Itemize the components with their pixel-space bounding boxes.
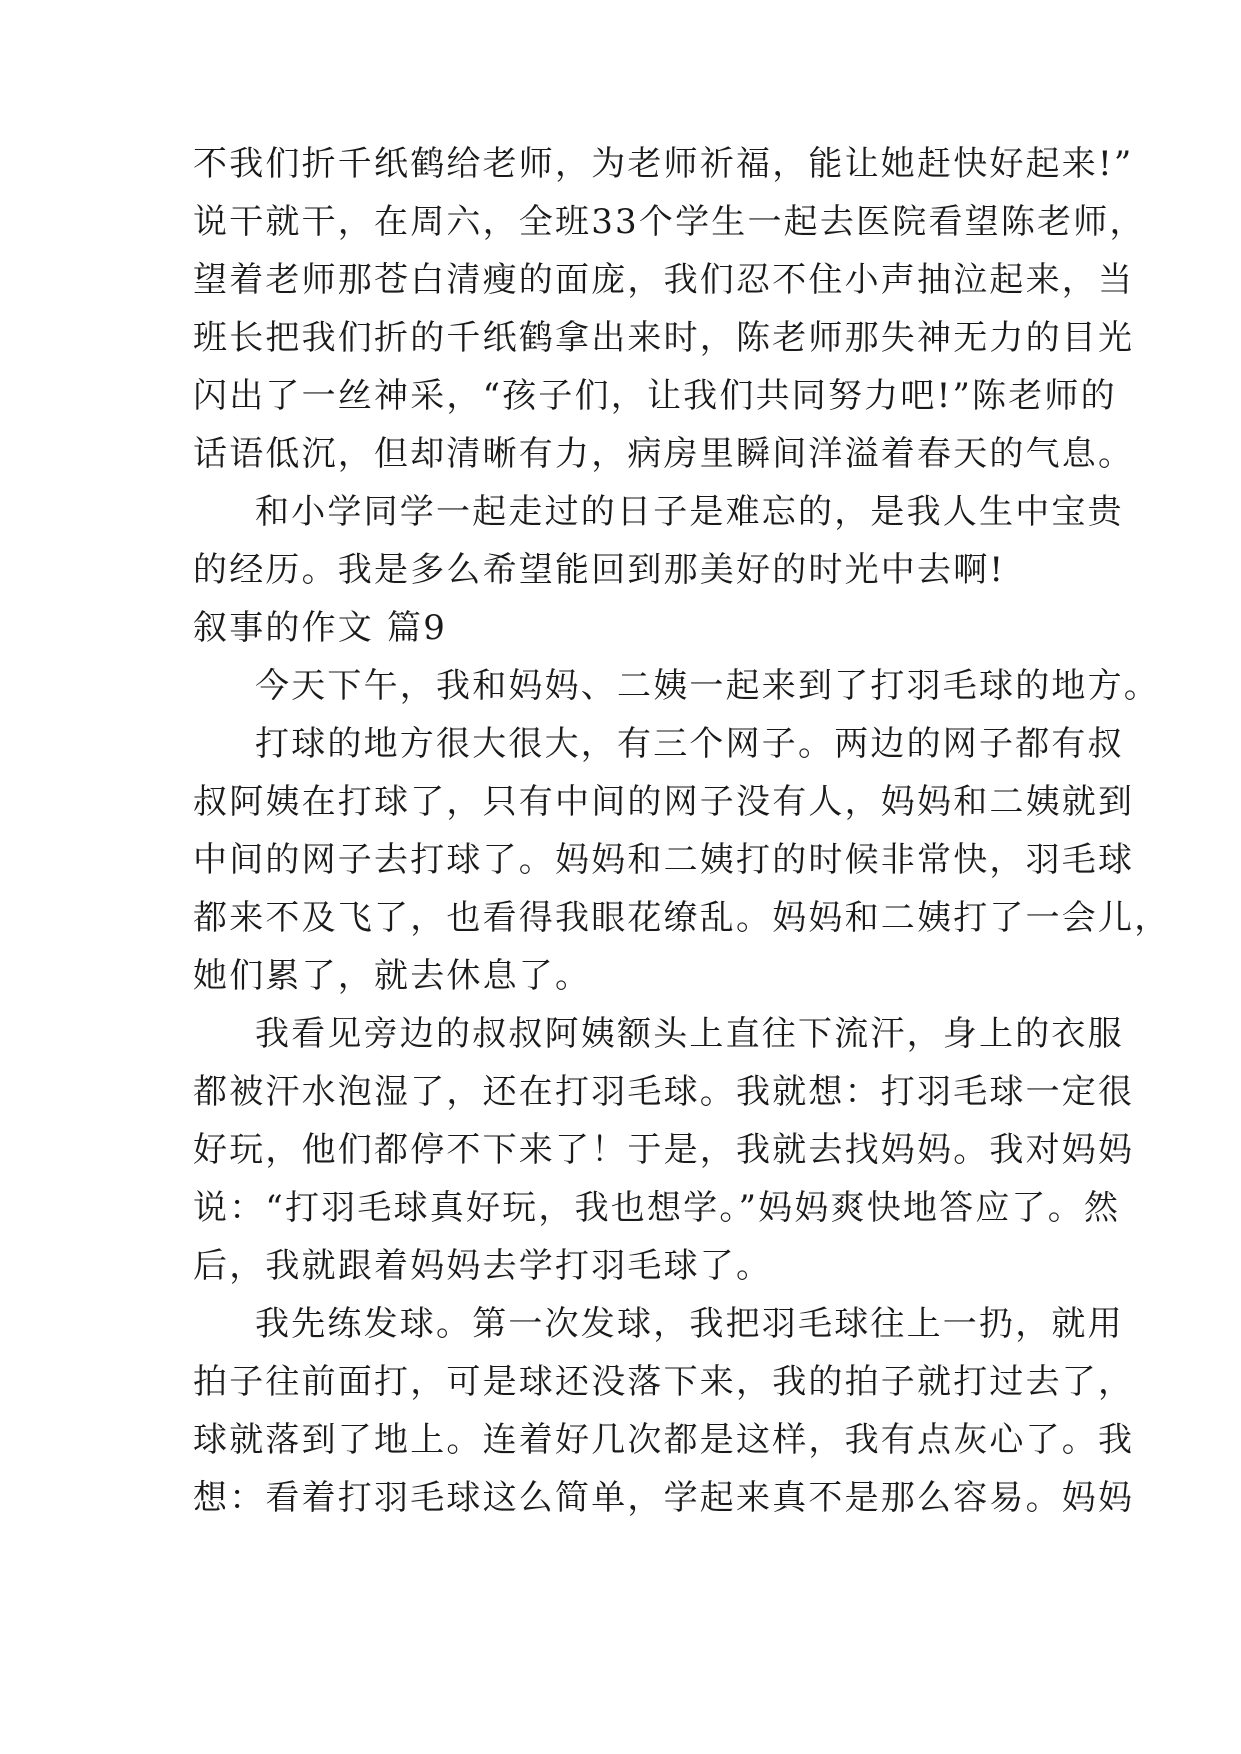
paragraph-line: 都被汗水泡湿了，还在打羽毛球。我就想：打羽毛球一定很 bbox=[193, 1072, 1135, 1112]
paragraph-line: 不我们折千纸鹤给老师，为老师祈福，能让她赶快好起来!” bbox=[193, 144, 1134, 184]
paragraph-line: 班长把我们折的千纸鹤拿出来时，陈老师那失神无力的目光 bbox=[193, 318, 1135, 358]
paragraph-line: 闪出了一丝神采，“孩子们，让我们共同努力吧!”陈老师的 bbox=[193, 376, 1117, 416]
paragraph-line: 叔阿姨在打球了，只有中间的网子没有人，妈妈和二姨就到 bbox=[193, 782, 1135, 822]
paragraph-line: 好玩，他们都停不下来了！于是，我就去找妈妈。我对妈妈 bbox=[193, 1130, 1135, 1170]
paragraph-line: 她们累了，就去休息了。 bbox=[193, 956, 592, 996]
paragraph-line: 我先练发球。第一次发球，我把羽毛球往上一扔，就用 bbox=[255, 1304, 1124, 1344]
paragraph-line: 的经历。我是多么希望能回到那美好的时光中去啊! bbox=[193, 550, 1006, 590]
paragraph-line: 今天下午，我和妈妈、二姨一起来到了打羽毛球的地方。 bbox=[255, 666, 1160, 706]
section-heading: 叙事的作文 篇9 bbox=[193, 608, 448, 648]
paragraph-line: 拍子往前面打，可是球还没落下来，我的拍子就打过去了， bbox=[193, 1362, 1135, 1402]
paragraph-line: 想：看着打羽毛球这么简单，学起来真不是那么容易。妈妈 bbox=[193, 1478, 1135, 1518]
paragraph-line: 话语低沉，但却清晰有力，病房里瞬间洋溢着春天的气息。 bbox=[193, 434, 1135, 474]
paragraph-line: 打球的地方很大很大，有三个网子。两边的网子都有叔 bbox=[255, 724, 1124, 764]
paragraph-line: 都来不及飞了，也看得我眼花缭乱。妈妈和二姨打了一会儿， bbox=[193, 898, 1171, 938]
paragraph-line: 后，我就跟着妈妈去学打羽毛球了。 bbox=[193, 1246, 773, 1286]
paragraph-line: 和小学同学一起走过的日子是难忘的，是我人生中宝贵 bbox=[255, 492, 1124, 532]
paragraph-line: 中间的网子去打球了。妈妈和二姨打的时候非常快，羽毛球 bbox=[193, 840, 1135, 880]
paragraph-line: 望着老师那苍白清瘦的面庞，我们忍不住小声抽泣起来，当 bbox=[193, 260, 1135, 300]
paragraph-line: 球就落到了地上。连着好几次都是这样，我有点灰心了。我 bbox=[193, 1420, 1135, 1460]
paragraph-line: 说：“打羽毛球真好玩，我也想学。”妈妈爽快地答应了。然 bbox=[193, 1188, 1121, 1228]
paragraph-line: 我看见旁边的叔叔阿姨额头上直往下流汗，身上的衣服 bbox=[255, 1014, 1124, 1054]
paragraph-line: 说干就干，在周六，全班33个学生一起去医院看望陈老师， bbox=[193, 202, 1146, 242]
